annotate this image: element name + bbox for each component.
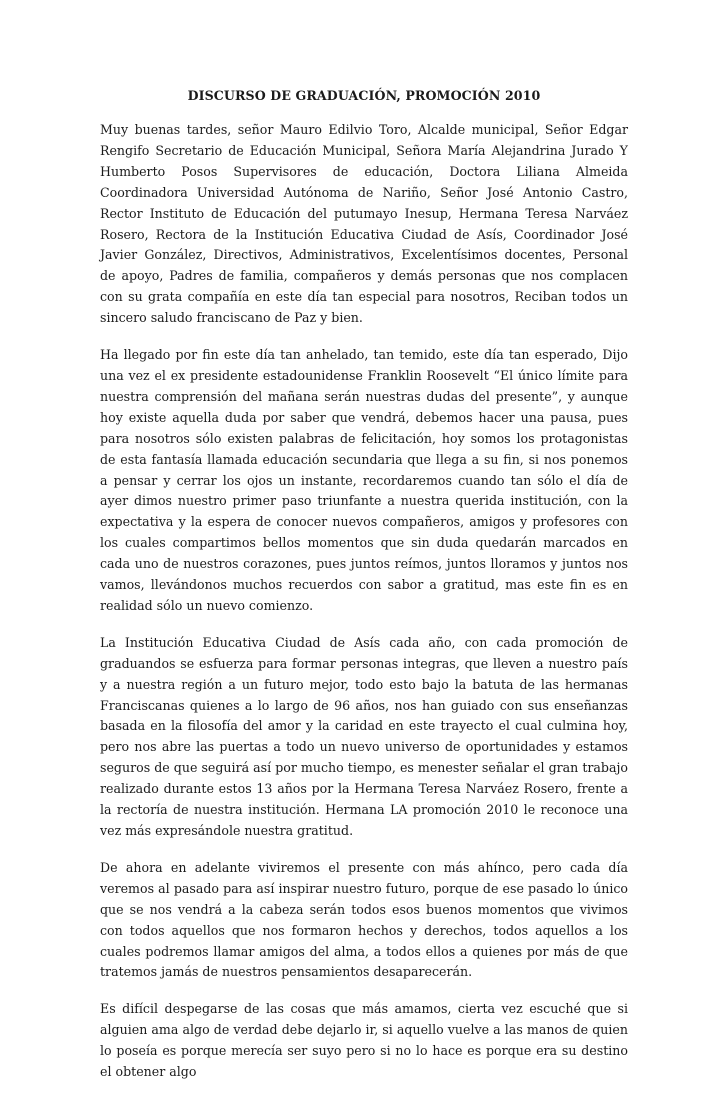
document-title: DISCURSO DE GRADUACIÓN, PROMOCIÓN 2010 bbox=[187, 88, 541, 103]
paragraph-institution: La Institución Educativa Ciudad de Asís cada año, con cada promoción de graduandos se esfuerza para formar personas integras, que lleven a nuestro país y a nuestra región a un futuro mejor, todo esto bajo la batuta de las hermanas Franciscanas quienes a lo largo de 96 años, nos han guiado con sus enseñanzas basada en la filosofía del amor y la caridad en este trayecto el cual culmina hoy, pero nos abre las puertas a todo un nuevo universo de oportunidades y estamos seguros de que seguirá así por mucho tiempo, es menester señalar el gran trabajo realizado durante estos 13 años por la Hermana Teresa Narváez Rosero, frente a la rectoría de nuestra institución. Hermana LA promoción 2010 le reconoce una vez más expresándole nuestra gratitud. bbox=[100, 634, 628, 838]
document-body bbox=[100, 120, 628, 1099]
paragraph-future: De ahora en adelante viviremos el presente con más ahínco, pero cada día veremos al pasado para así inspirar nuestro futuro, porque de ese pasado lo único que se nos vendrá a la cabeza serán todos esos buenos momentos que vivimos con todos aquellos que nos formaron hechos y derechos, todos aquellos a los cuales podremos llamar amigos del alma, a todos ellos a quienes por más de que tratemos jamás de nuestros pensamientos desaparecerán. bbox=[100, 859, 628, 980]
paragraph-greeting: Muy buenas tardes, señor Mauro Edilvio Toro, Alcalde municipal, Señor Edgar Rengifo Secretario de Educación Municipal, Señora María Alejandrina Jurado Y Humberto Posos Supervisores de educación, Doctora Liliana Almeida Coordinadora Universidad Autónoma de Nariño, Señor José Antonio Castro, Rector Instituto de Educación del putumayo Inesup, Hermana Teresa Narváez Rosero, Rectora de la Institución Educativa Ciudad de Asís, Coordinador José Javier González, Directivos, Administrativos, Excelentísimos docentes, Personal de apoyo, Padres de familia, compañeros y demás personas que nos complacen con su grata compañía en este día tan especial para nosotros, Reciban todos un sincero saludo franciscano de Paz y bien. bbox=[100, 122, 628, 326]
paragraph-graduation-day: Ha llegado por fin este día tan anhelado, tan temido, este día tan esperado, Dijo una vez el ex presidente estadounidense Franklin Roosevelt “El único límite para nuestra comprensión del mañana serán nuestras dudas del presente”, y aunque hoy existe aquella duda por saber que vendrá, debemos hacer una pausa, pues para nosotros sólo existen palabras de felicitación, hoy somos los protagonistas de esta fantasía llamada educación secundaria que llega a su fin, si nos ponemos a pensar y cerrar los ojos un instante, recordaremos cuando tan sólo el día de ayer dimos nuestro primer paso triunfante a nuestra querida institución, con la expectativa y la espera de conocer nuevos compañeros, amigos y profesores con los cuales compartimos bellos momentos que sin duda quedarán marcados en cada uno de nuestros corazones, pues juntos reímos, juntos lloramos y juntos nos vamos, llevándonos muchos recuerdos con sabor a gratitud, mas este fin es en realidad sólo un nuevo comienzo. bbox=[100, 347, 628, 613]
paragraph-farewell: Es difícil despegarse de las cosas que más amamos, cierta vez escuché que si alguien ama algo de verdad debe dejarlo ir, si aquello vuelve a las manos de quien lo poseía es porque merecía ser suyo pero si no lo hace es porque era su destino el obtener algo bbox=[100, 1001, 628, 1080]
